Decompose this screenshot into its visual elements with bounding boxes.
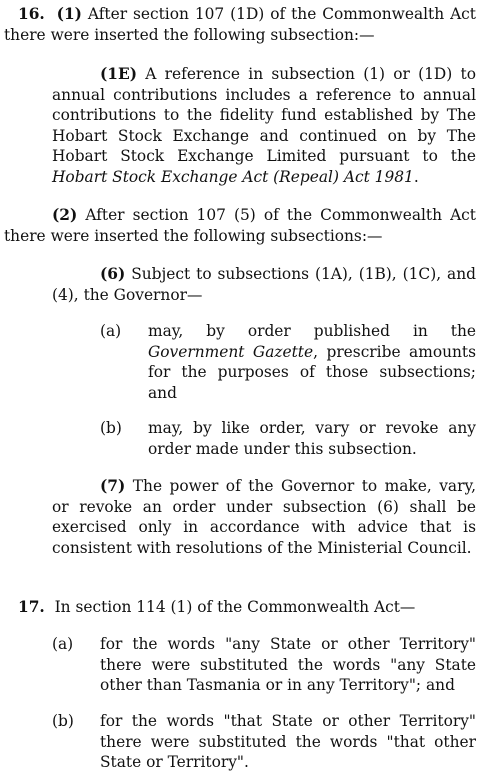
paragraph-label: (a) — [100, 322, 122, 340]
paragraph-label: (b) — [52, 712, 74, 730]
subsection-text: A reference in subsection (1) or (1D) to annual contributions includes a reference to annual contributions to the fidelity fund established by The Hobart Stock Exchange and continued on by The Hobart Stock Exchange Limited pursuant to the — [52, 65, 476, 166]
paragraph-17a-text: for the words "any State or other Territory" there were substituted the words "any State other than Tasmania or in any Territory"; and — [100, 635, 476, 695]
subsection-text: The power of the Governor to make, vary, or revoke an order under subsection (6) shall be exercised only in accordance with advice that is consistent with resolutions of the Ministerial Council. — [52, 477, 476, 557]
subsection-number: (2) — [52, 206, 78, 224]
paragraph-6b-text: may, by like order, vary or revoke any order made under this subsection. — [148, 419, 476, 458]
section-17 — [4, 597, 476, 618]
paragraph-17b-text: for the words "that State or other Territory" there were substituted the words "that other State or Territory". — [100, 712, 476, 772]
inserted-subsection-1e — [52, 64, 476, 188]
subsection-number: (7) — [100, 477, 126, 495]
section-text: In section 114 (1) of the Commonwealth Act— — [54, 598, 416, 616]
inserted-subsection-6 — [52, 264, 476, 305]
subsection-text: After section 107 (5) of the Commonwealth Act there were inserted the following subsections:— — [4, 206, 476, 245]
subsection-number: (1E) — [100, 65, 138, 83]
subsection-text: After section 107 (1D) of the Commonwealth Act there were inserted the following subsection:— — [4, 5, 476, 44]
section-16-subsection-2 — [4, 205, 476, 246]
section-16-subsection-1 — [4, 4, 476, 45]
gazette-title: Government Gazette — [148, 342, 314, 361]
inserted-subsection-7 — [52, 476, 476, 558]
subsection-number: (1) — [56, 5, 82, 23]
sentence-end: . — [413, 167, 419, 186]
subsection-text: Subject to subsections (1A), (1B), (1C), and (4), the Governor— — [52, 265, 476, 304]
act-title: Hobart Stock Exchange Act (Repeal) Act 1981 — [52, 167, 414, 186]
section-number: 17. — [18, 598, 45, 616]
paragraph-label: (b) — [100, 419, 122, 437]
section-number: 16. — [18, 5, 45, 23]
paragraph-label: (a) — [52, 635, 74, 653]
paragraph-6a-text: may, by order published in the Government Gazette, prescribe amounts for the purposes of those subsections; and — [148, 322, 476, 402]
subsection-number: (6) — [100, 265, 126, 283]
